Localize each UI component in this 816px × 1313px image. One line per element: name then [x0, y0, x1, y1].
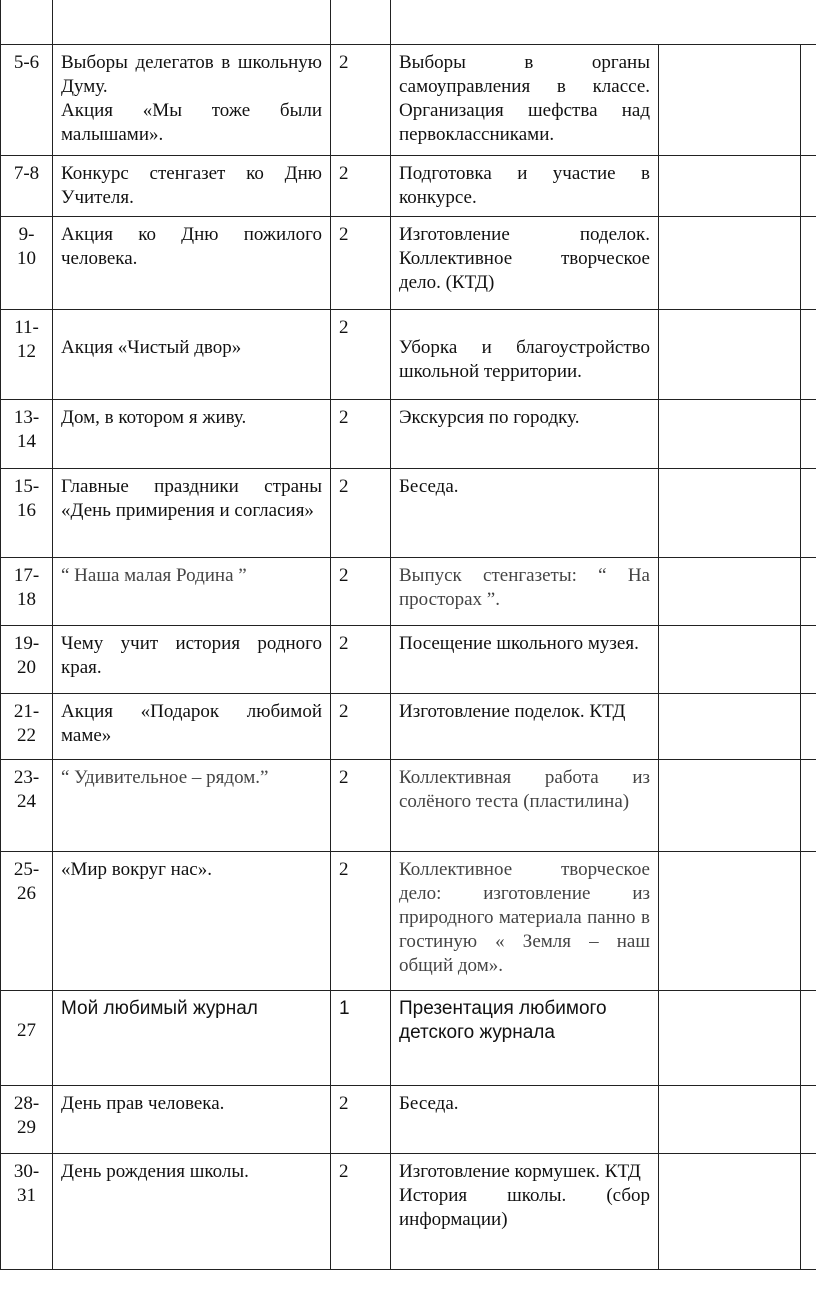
table-row [1, 990, 816, 1085]
table-row [1, 625, 816, 693]
row-hours: 2 [331, 309, 391, 399]
row-hours: 1 [331, 990, 391, 1085]
row-date-cell[interactable] [659, 309, 801, 399]
row-number: 17- 18 [1, 557, 53, 625]
row-date-cell[interactable] [659, 399, 801, 468]
row-hours: 2 [331, 155, 391, 216]
row-hours: 2 [331, 625, 391, 693]
row-activity: Коллективная работа из солёного теста (пластилина) [391, 759, 659, 851]
header-cell-topic [53, 0, 331, 44]
row-hours: 2 [331, 557, 391, 625]
row-hours: 2 [331, 468, 391, 557]
row-note-cell[interactable] [801, 44, 816, 155]
row-number: 30- 31 [1, 1153, 53, 1269]
row-note-cell[interactable] [801, 468, 816, 557]
row-number: 7-8 [1, 155, 53, 216]
row-date-cell[interactable] [659, 155, 801, 216]
row-activity: Презентация любимого детского журнала [391, 990, 659, 1085]
row-number: 11- 12 [1, 309, 53, 399]
row-activity: Посещение школьного музея. [391, 625, 659, 693]
table-row [1, 216, 816, 309]
row-number: 23- 24 [1, 759, 53, 851]
row-activity: Экскурсия по городку. [391, 399, 659, 468]
row-note-cell[interactable] [801, 216, 816, 309]
row-activity: Уборка и благоустройство школьной территории. [391, 309, 659, 399]
header-spacer [801, 0, 816, 44]
row-topic: «Мир вокруг нас». [53, 851, 331, 990]
row-hours: 2 [331, 1153, 391, 1269]
table-row [1, 759, 816, 851]
row-topic: “ Наша малая Родина ” [53, 557, 331, 625]
row-note-cell[interactable] [801, 990, 816, 1085]
table-header-row [1, 0, 816, 44]
table-row [1, 468, 816, 557]
row-date-cell[interactable] [659, 468, 801, 557]
row-topic: Чему учит история родного края. [53, 625, 331, 693]
row-date-cell[interactable] [659, 990, 801, 1085]
row-note-cell[interactable] [801, 759, 816, 851]
row-topic: Акция ко Дню пожилого человека. [53, 216, 331, 309]
row-hours: 2 [331, 759, 391, 851]
row-note-cell[interactable] [801, 557, 816, 625]
table-row [1, 399, 816, 468]
table-row [1, 155, 816, 216]
row-note-cell[interactable] [801, 851, 816, 990]
row-date-cell[interactable] [659, 557, 801, 625]
row-activity [391, 1153, 659, 1269]
row-date-cell[interactable] [659, 851, 801, 990]
row-date-cell[interactable] [659, 216, 801, 309]
row-number: 13- 14 [1, 399, 53, 468]
row-topic: День прав человека. [53, 1085, 331, 1153]
row-topic: Конкурс стенгазет ко Дню Учителя. [53, 155, 331, 216]
activity-line: Изготовление кормушек. КТД [399, 1160, 641, 1182]
row-date-cell[interactable] [659, 1085, 801, 1153]
table-row [1, 1153, 816, 1269]
row-activity: Выборы в органы самоуправления в классе. Организация шефства над первоклассниками. [391, 44, 659, 155]
row-note-cell[interactable] [801, 693, 816, 759]
row-number: 25- 26 [1, 851, 53, 990]
row-number: 9- 10 [1, 216, 53, 309]
row-note-cell[interactable] [801, 1153, 816, 1269]
row-number: 21- 22 [1, 693, 53, 759]
row-activity: Изготовление поделок. КТД [391, 693, 659, 759]
topic-line: Выборы делегатов в школьную Думу. [61, 51, 322, 97]
row-hours: 2 [331, 851, 391, 990]
row-topic [53, 44, 331, 155]
row-activity: Коллективное творческое дело: изготовление из природного материала панно в гостиную « Земля – наш общий дом». [391, 851, 659, 990]
activity-line: История школы. (сбор информации) [399, 1184, 650, 1230]
row-hours: 2 [331, 399, 391, 468]
table-row [1, 1085, 816, 1153]
row-activity: Беседа. [391, 468, 659, 557]
row-date-cell[interactable] [659, 693, 801, 759]
header-spacer [391, 0, 659, 44]
row-date-cell[interactable] [659, 44, 801, 155]
header-cell-hours [331, 0, 391, 44]
row-topic: Акция «Подарок любимой маме» [53, 693, 331, 759]
row-date-cell[interactable] [659, 1153, 801, 1269]
row-hours: 2 [331, 44, 391, 155]
row-topic: Акция «Чистый двор» [53, 309, 331, 399]
row-note-cell[interactable] [801, 625, 816, 693]
row-number: 5-6 [1, 44, 53, 155]
row-hours: 2 [331, 216, 391, 309]
row-hours: 2 [331, 1085, 391, 1153]
table-row [1, 851, 816, 990]
row-note-cell[interactable] [801, 399, 816, 468]
row-number: 28- 29 [1, 1085, 53, 1153]
row-date-cell[interactable] [659, 759, 801, 851]
table-row [1, 44, 816, 155]
row-note-cell[interactable] [801, 155, 816, 216]
header-cell-number [1, 0, 53, 44]
header-spacer [659, 0, 801, 44]
row-activity: Изготовление поделок. Коллективное творческое дело. (КТД) [391, 216, 659, 309]
table-row [1, 309, 816, 399]
row-note-cell[interactable] [801, 1085, 816, 1153]
row-topic: Главные праздники страны «День примирения и согласия» [53, 468, 331, 557]
row-activity: Подготовка и участие в конкурсе. [391, 155, 659, 216]
row-topic: День рождения школы. [53, 1153, 331, 1269]
row-topic: Дом, в котором я живу. [53, 399, 331, 468]
row-topic: Мой любимый журнал [53, 990, 331, 1085]
row-activity: Выпуск стенгазеты: “ На просторах ”. [391, 557, 659, 625]
row-topic: “ Удивительное – рядом.” [53, 759, 331, 851]
row-activity: Беседа. [391, 1085, 659, 1153]
row-date-cell[interactable] [659, 625, 801, 693]
table-row [1, 557, 816, 625]
topic-line: Акция «Мы тоже были малышами». [61, 99, 322, 145]
row-number: 27 [1, 990, 53, 1085]
row-number: 15- 16 [1, 468, 53, 557]
row-hours: 2 [331, 693, 391, 759]
row-number: 19- 20 [1, 625, 53, 693]
row-note-cell[interactable] [801, 309, 816, 399]
table-row [1, 693, 816, 759]
